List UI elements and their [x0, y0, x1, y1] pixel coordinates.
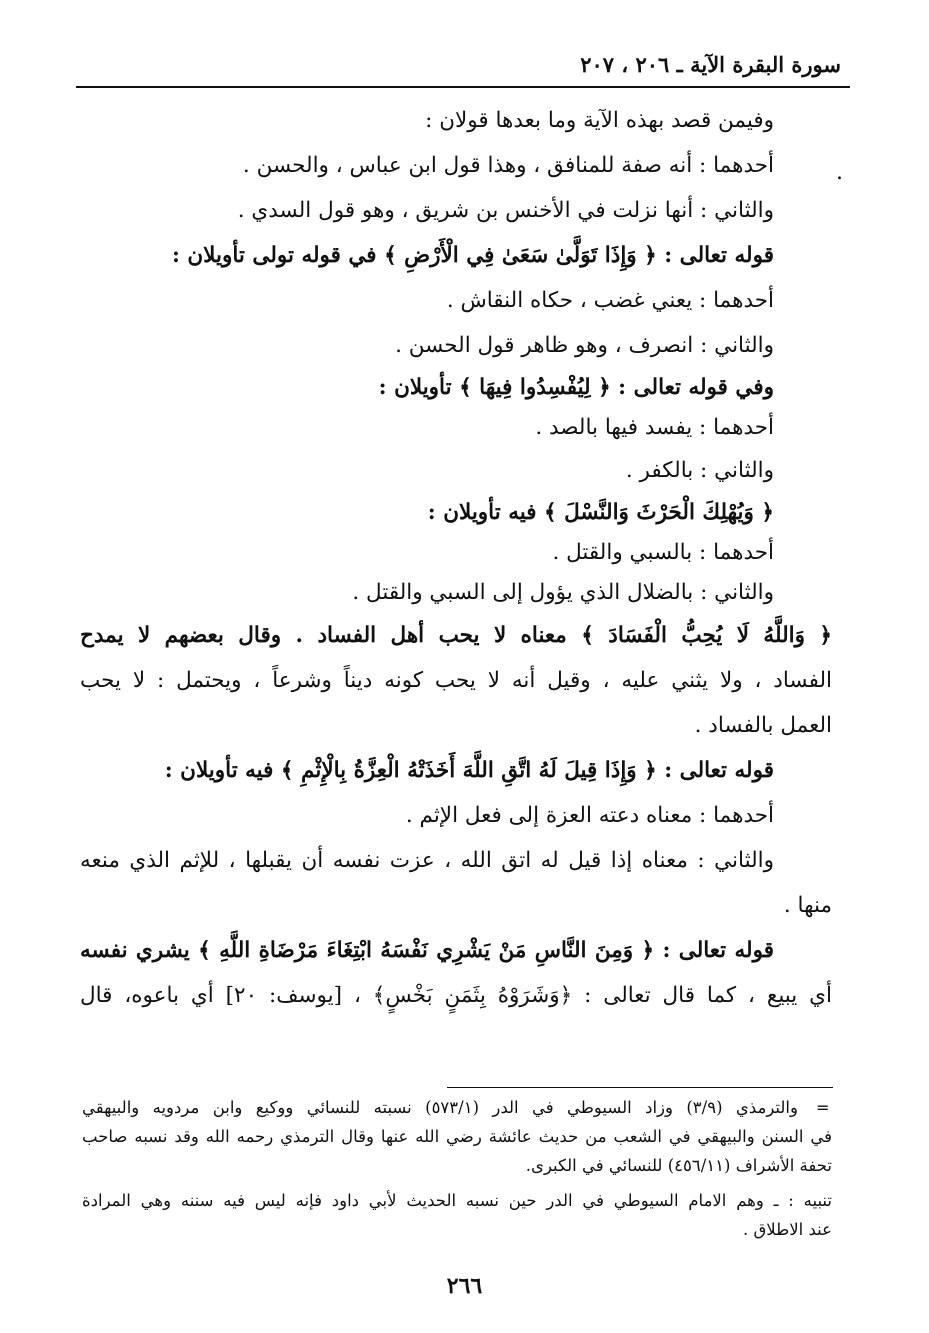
page-number: ٢٦٦: [446, 1273, 483, 1299]
header-rule: [76, 86, 850, 88]
text-line: والثاني : بالضلال الذي يؤول إلى السبي والقتل .: [352, 580, 774, 605]
text-line: أي يبيع ، كما قال تعالى : ﴿وَشَرَوْهُ بِثَمَنٍ بَخْسٍ﴾ ، [يوسف: ٢٠] أي باعوه، قال: [80, 983, 832, 1008]
text-line: قوله تعالى : ﴿ وَمِنَ النَّاسِ مَنْ يَشْرِي نَفْسَهُ ابْتِغَاءَ مَرْضَاةِ اللَّهِ ﴾ يشري نفسه: [80, 938, 774, 963]
text-line: أحدهما : بالسبي والقتل .: [552, 540, 774, 565]
text-line: أحدهما : يعني غضب ، حكاه النقاش .: [446, 288, 774, 313]
text-line: قوله تعالى : ﴿ وَإِذَا تَوَلَّىٰ سَعَىٰ فِي الْأَرْضِ ﴾ في قوله تولى تأويلان :: [171, 243, 774, 268]
text-line: أحدهما : أنه صفة للمنافق ، وهذا قول ابن عباس ، والحسن .: [242, 153, 774, 178]
text-line: منها .: [783, 893, 832, 918]
text-line: الفساد ، ولا يثني عليه ، وقيل أنه لا يحب كونه ديناً وشرعاً ، ويحتمل : لا يحب: [80, 668, 832, 693]
text-line: والثاني : بالكفر .: [625, 458, 774, 483]
footnote-line: تحفة الأشراف (٤٥٦/١١) للنسائي في الكبرى.: [525, 1156, 832, 1175]
text-line: وفيمن قصد بهذه الآية وما بعدها قولان :: [425, 108, 774, 133]
footnote-line: والترمذي (٣/٩) وزاد السيوطي في الدر (٥٧٣/١) نسبته للنسائي ووكيع وابن مردويه والبيهقي: [82, 1098, 798, 1117]
running-header: سورة البقرة الآية ـ ٢٠٦ ، ٢٠٧: [580, 52, 841, 77]
footnotes: [82, 1093, 832, 1244]
text-line: العمل بالفساد .: [694, 713, 832, 738]
footnote-rule: [447, 1087, 833, 1088]
margin-mark: .: [836, 160, 843, 185]
footnote-continuation-mark: =: [816, 1098, 830, 1117]
text-line: والثاني : انصرف ، وهو ظاهر قول الحسن .: [395, 333, 774, 358]
footnote-line: تنبيه : ـ وهم الامام السيوطي في الدر حين نسبه الحديث لأبي داود فإنه ليس فيه سننه وهي المرادة: [82, 1191, 832, 1210]
text-line: أحدهما : معناه دعته العزة إلى فعل الإثم .: [405, 803, 774, 828]
text-line: أحدهما : يفسد فيها بالصد .: [535, 415, 774, 440]
text-line: وفي قوله تعالى : ﴿ لِيُفْسِدُوا فِيهَا ﴾ تأويلان :: [378, 375, 774, 400]
text-line: والثاني : معناه إذا قيل له اتق الله ، عزت نفسه أن يقبلها ، للإثم الذي منعه: [80, 848, 774, 873]
text-line: ﴿ وَاللَّهُ لَا يُحِبُّ الْفَسَادَ ﴾ معناه لا يحب أهل الفساد . وقال بعضهم لا يمدح: [80, 623, 832, 648]
main-text: [80, 98, 832, 1018]
footnote-line: في السنن والبيهقي في الشعب من حديث عائشة رضي الله عنها وقال الترمذي رحمه الله وقد نسبه صاحب: [82, 1127, 832, 1146]
footnote-line: عند الاطلاق .: [743, 1220, 832, 1239]
text-line: ﴿ وَيُهْلِكَ الْحَرْثَ وَالنَّسْلَ ﴾ فيه تأويلان :: [427, 500, 774, 525]
text-line: قوله تعالى : ﴿ وَإِذَا قِيلَ لَهُ اتَّقِ اللَّهَ أَخَذَتْهُ الْعِزَّةُ بِالْإِثْمِ ﴾ فيه تأويلان :: [164, 758, 774, 783]
text-line: والثاني : أنها نزلت في الأخنس بن شريق ، وهو قول السدي .: [237, 198, 774, 223]
